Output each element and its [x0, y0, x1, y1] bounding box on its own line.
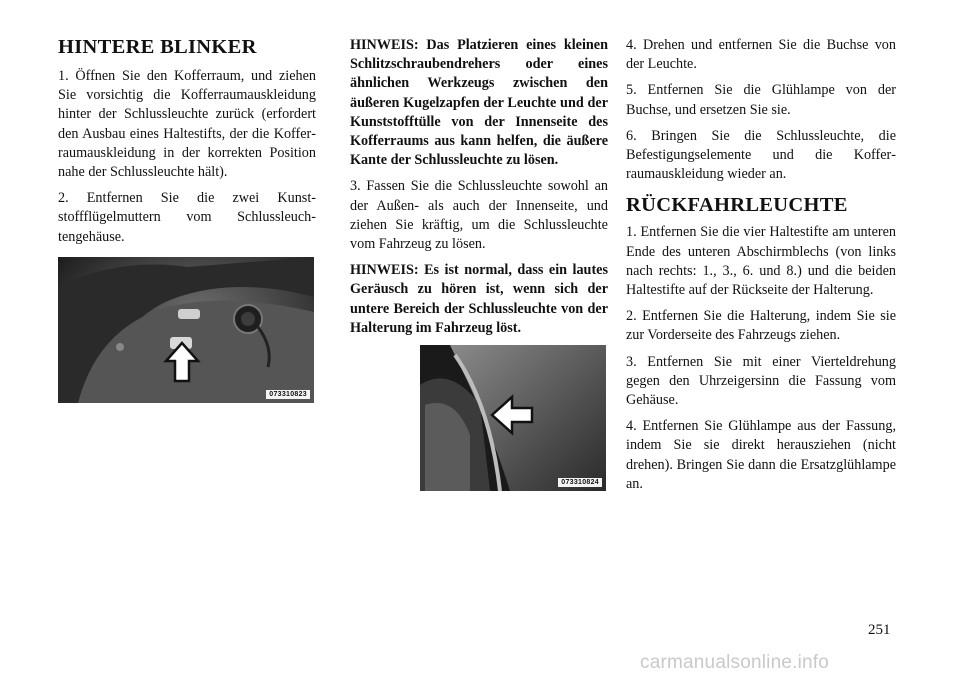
- step-1: 1. Öffnen Sie den Kofferraum, und ziehen Sie vorsichtig die Kofferraumauskleidung hinter der Schlussleuchte zurück (erfordert den Ausbau eines Haltestifts, der die Kofferraumauskleidung in der korrekten Position nahe der Schlussleuchte hält).: [58, 68, 316, 181]
- photo-code-label: 073310823: [266, 390, 310, 399]
- reverse-step-1: 1. Entfernen Sie die vier Haltestifte am unteren Ende des unteren Abschirmblechs (von links nach rechts: 1., 3., 6. und 8.) und die beiden Haltestifte auf der Rückseite der Halterung.: [626, 224, 896, 299]
- heading-reverse-light: RÜCKFAHRLEUCHTE: [626, 194, 848, 217]
- step-2: 2. Entfernen Sie die zwei Kunststoffflügelmuttern vom Schlussleuchtengehäuse.: [58, 190, 316, 245]
- step-6: 6. Bringen Sie die Schlussleuchte, die Befestigungselemente und die Kofferraumauskleidung wieder an.: [626, 127, 896, 183]
- trunk-liner-photo: [58, 257, 314, 403]
- watermark: carmanualsonline.info: [640, 652, 830, 673]
- photo-code-label: 073310824: [558, 478, 602, 487]
- tail-lamp-photo: [420, 345, 606, 491]
- column-left: [58, 36, 316, 403]
- step-4: 4. Drehen und entfernen Sie die Buchse von der Leuchte.: [626, 37, 896, 73]
- reverse-step-3: 3. Entfernen Sie mit einer Vierteldrehung gegen den Uhrzeigersinn die Fassung vom Gehäuse.: [626, 353, 896, 409]
- column-right: [626, 36, 896, 501]
- page-number: 251: [868, 622, 891, 638]
- note-noise: HINWEIS: Es ist normal, dass ein lautes Geräusch zu hören ist, wenn sich der untere Bereich der Schlussleuchte von der Halterung im Fahrzeug löst.: [350, 262, 608, 336]
- heading-rear-turn-signal: HINTERE BLINKER: [58, 36, 257, 58]
- tail-lamp-illustration: [420, 345, 606, 491]
- column-middle: [350, 36, 608, 491]
- step-3: 3. Fassen Sie die Schlussleuchte sowohl an der Außen- als auch der Innenseite, und ziehen Sie kräftig, um die Schlussleuchte vom Fahrzeug zu lösen.: [350, 178, 608, 253]
- trunk-interior-illustration: [58, 257, 314, 403]
- reverse-step-4: 4. Entfernen Sie Glühlampe aus der Fassung, indem Sie sie direkt herausziehen (nicht drehen). Bringen Sie dann die Ersatzglühlampe an.: [626, 418, 896, 492]
- note-screwdriver: HINWEIS: Das Platzieren eines kleinen Schlitzschraubendrehers oder eines ähnlichen Werkzeugs zwischen den äußeren Kugelzapfen der Leuchte und der Kunststofftülle von der Innenseite des Kofferraums aus kann helfen, die äußere Kante der Schlussleuchte zu lösen.: [350, 37, 608, 169]
- step-5: 5. Entfernen Sie die Glühlampe von der Buchse, und ersetzen Sie sie.: [626, 82, 896, 118]
- reverse-step-2: 2. Entfernen Sie die Halterung, indem Sie sie zur Vorderseite des Fahrzeugs ziehen.: [626, 308, 896, 344]
